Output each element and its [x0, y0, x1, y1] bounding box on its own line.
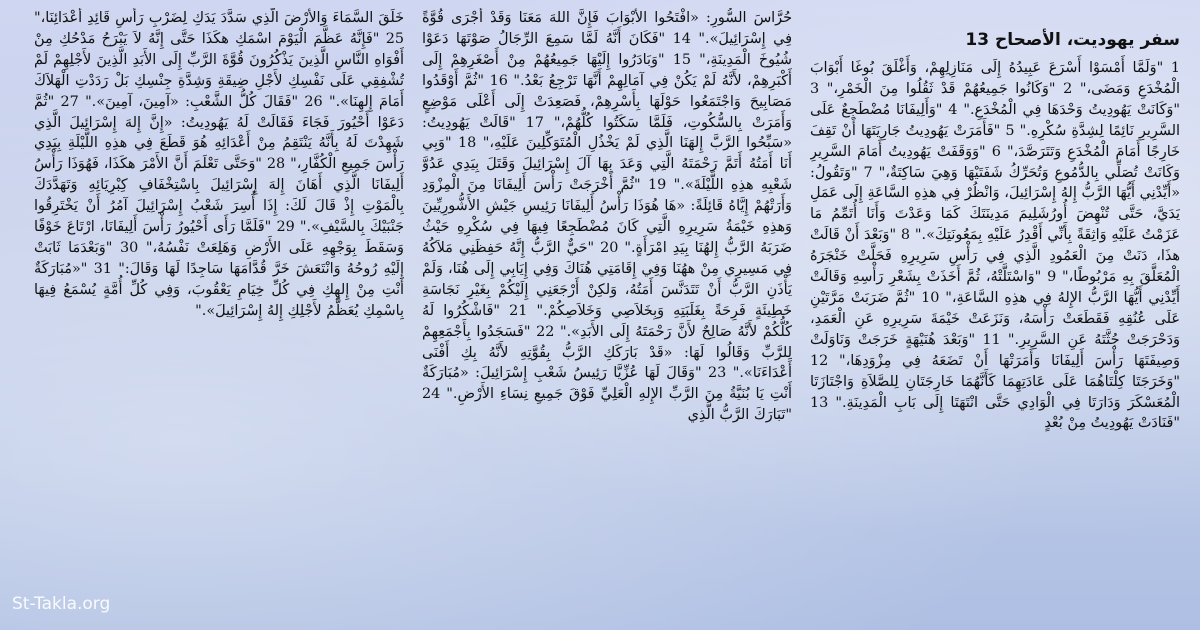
column-middle	[422, 8, 792, 620]
chapter-title: سفر يهوديت، الأصحاح 13	[965, 30, 1180, 50]
column-left	[34, 8, 404, 620]
text-columns	[26, 8, 1180, 620]
site-watermark: St-Takla.org	[12, 594, 111, 614]
column-text-2: حُرَّاسَ السُّورِ: «افْتَحُوا الأَبْوَابَ فَإِنَّ اللهَ مَعَنَا وَقَدْ أَجْرَى قُوَّةً فِي إِسْرَائِيلَ»." 14 "فَكَانَ أَنَّهُ لَمَّا سَمِعَ الرِّجَالُ صَوْتَهَا دَعَوْا شُيُوخَ الْمَدِينَةِ،" 15 "وَبَادَرُوا إِلَيْهَا جَمِيعُهُمْ مِنْ أَصْغَرِهِمْ إِلَى أَكْبَرِهِمْ، لأَنَّهُ لَمْ يَكُنْ فِي آمَالِهِمْ أَنَّهَا تَرْجِعُ بَعْدُ." 16 "ثُمَّ أَوْقَدُوا مَصَابِيحَ وَاجْتَمَعُوا حَوْلَهَا بِأَسْرِهِمْ، فَصَعِدَتْ إِلَى أَعْلَى مَوْضِعٍ وَأَمَرَتْ بِالسُّكُوتِ، فَلَمَّا سَكَتُوا كُلُّهُمْ،" 17 "قَالَتْ يَهُودِيتُ: «سَبِّحُوا الرَّبَّ إِلهَنَا الَّذِي لَمْ يَخْذُلِ الْمُتَوَكِّلِينَ عَلَيْهِ،" 18 "وَبِي أَنَا أَمَتُهُ أَتَمَّ رَحْمَتَهُ الَّتِي وَعَدَ بِهَا آلَ إِسْرَائِيلَ وَقَتَلَ بِيَدِي عَدُوَّ شَعْبِهِ هذِهِ اللَّيْلَةَ»." 19 "ثُمَّ أَخْرَجَتْ رَأْسَ أَلِيفَانَا مِنَ الْمِزْوَدِ وَأَرَتْهُمْ إِيَّاهُ قَائِلَةً: «هَا هُوَذَا رَأْسُ أَلِيفَانَا رَئِيسِ جَيْشِ الأَشُّورِيِّينَ وَهذِهِ خَيْمَةُ سَرِيرِهِ الَّتِي كَانَ مُضْطَجِعًا فِيهَا فِي سُكْرِهِ حَيْثُ ضَرَبَهُ الرَّبُّ إِلهُنَا بِيَدِ امْرَأَةٍ." 20 "حَيٌّ الرَّبُّ إِنَّهُ حَفِظَنِي مَلاَكُهُ فِي مَسِيرِي مِنْ ههُنَا وَفِي إِقَامَتِي هُنَاكَ وَفِي إِيَابِي إِلَى هُنَا، وَلَمْ يَأْذَنِ الرَّبُّ أَنْ تَتَدَنَّسَ أَمَتُهُ، وَلكِنْ أَرْجَعَنِي إِلَيْكُمْ بِغَيْرِ نَجَاسَةِ خَطِيئَةٍ فَرِحَةً بِغَلَبَتِهِ وَبِخَلاَصِي وَخَلاَصِكُمْ." 21 "فَاشْكُرُوا لَهُ كُلُّكُمْ لأَنَّهُ صَالِحٌ لأَنَّ رَحْمَتَهُ إِلَى الأَبَدِ»." 22 "فَسَجَدُوا بِأَجْمَعِهِمْ لِلرَّبِّ وَقَالُوا لَهَا: «قَدْ بَارَكَكِ الرَّبُّ بِقُوَّتِهِ لأَنَّهُ بِكِ أَفْنَى أَعْدَاءَنَا»." 23 "وَقَالَ لَهَا عُزِّيَّا رَئِيسُ شَعْبِ إِسْرَائِيلَ: «مُبَارَكَةٌ أَنْتِ يَا بُنَيَّةُ مِنَ الرَّبِّ الإِلهِ الْعَلِيِّ فَوْقَ جَمِيعِ نِسَاءِ الأَرْضِ." 24 "تَبَارَكَ الرَّبُّ الَّذِي	[422, 10, 792, 424]
column-text-1: 1 "وَلَمَّا أَمْسَوْا أَسْرَعَ عَبِيدُهُ إِلَى مَنَازِلِهِمْ، وَأَغْلَقَ بُوغَا أَبْوَابَ الْمُخْدَعِ وَمَضَى،" 2 "وَكَانُوا جَمِيعُهُمْ قَدْ ثَقُلُوا مِنَ الْخَمْرِ،" 3 "وَكَانَتْ يَهُودِيتُ وَحْدَهَا فِي الْمُخْدَعِ." 4 "وَأَلِيفَانَا مُضْطَجِعٌ عَلَى السَّرِيرِ نَائِمًا لِشِدَّةِ سُكْرِهِ." 5 "فَأَمَرَتْ يَهُودِيتُ جَارِيَتَهَا أَنْ تَقِفَ خَارِجًا أَمَامَ الْمُخْدَعِ وَتَتَرَصَّدَ،" 6 "وَوَقَفَتْ يَهُودِيتُ أَمَامَ السَّرِيرِ وَكَانَتْ تُصَلِّي بِالدُّمُوعِ وَتُحَرِّكُ شَفَتَيْهَا وَهِيَ سَاكِتَةٌ،" 7 "وَتَقُولُ: «أَيِّدْنِي أَيُّهَا الرَّبُّ إِلهُ إِسْرَائِيلَ، وَانْظُرْ فِي هذِهِ السَّاعَةِ إِلَى عَمَلِ يَدَيَّ، حَتَّى تُنْهِضَ أُورُشَلِيمَ مَدِينَتَكَ كَمَا وَعَدْتَ وَأَنَا أُتَمِّمُ مَا عَزَمْتُ عَلَيْهِ وَاثِقَةً بِأَنِّي أَقْدِرُ عَلَيْهِ بِمَعُونَتِكَ»." 8 "وَبَعْدَ أَنْ قَالَتْ هذَا، دَنَتْ مِنَ الْعَمُودِ الَّذِي فِي رَأْسِ سَرِيرِهِ فَحَلَّتْ خَنْجَرَهُ الْمُعَلَّقَ بِهِ مَرْبُوطًا،" 9 "وَاسْتَلَّتْهُ، ثُمَّ أَخَذَتْ بِشَعْرِ رَأْسِهِ وَقَالَتْ أَيِّدْنِي أَيُّهَا الرَّبُّ الإِلهُ فِي هذِهِ السَّاعَةِ،" 10 "ثُمَّ ضَرَبَتْ مَرَّتَيْنِ عَلَى عُنُقِهِ فَقَطَعَتْ رَأْسَهُ، وَنَزَعَتْ خَيْمَةَ سَرِيرِهِ عَنِ الْعَمَدِ، وَدَحْرَجَتْ جُثَّتَهُ عَنِ السَّرِيرِ." 11 "وَبَعْدَ هُنَيْهَةٍ خَرَجَتْ وَنَاوَلَتْ وَصِيفَتَهَا رَأْسَ أَلِيفَانَا وَأَمَرَتْهَا أَنْ تَضَعَهُ فِي مِزْوَدِهَا،" 12 "وَخَرَجَتَا كِلْتَاهُمَا عَلَى عَادَتِهِمَا كَأَنَّهُمَا خَارِجَتَانِ لِلصَّلاَةِ وَاجْتَازَتَا الْمُعَسْكَرَ وَدَارَتَا فِي الْوَادِي حَتَّى انْتَهَتَا إِلَى بَابِ الْمَدِينَةِ." 13 "فَنَادَتْ يَهُودِيتُ مِنْ بُعْدٍ	[810, 60, 1180, 432]
column-text-3: خَلَقَ السَّمَاءَ وَالأَرْضَ الَّذِي سَدَّدَ يَدَكِ لِضَرْبِ رَأْسِ قَائِدِ أَعْدَائِنَا،" 25 "فَإِنَّهُ عَظَّمَ الْيَوْمَ اسْمَكِ هكَذَا حَتَّى إِنَّهُ لاَ يَبْرَحُ مَدْحُكِ مِنْ أَفْوَاهِ النَّاسِ الَّذِينَ يَذْكُرُونَ قُوَّةَ الرَّبِّ إِلَى الأَبَدِ الَّذِينَ لأَجْلِهِمْ لَمْ تُشْفِقِي عَلَى نَفْسِكِ لأَجْلِ ضِيقَةِ وَشِدَّةِ جِنْسِكِ بَلْ رَدَدْتِ الْهَلاَكَ أَمَامَ إِلهِنَا»." 26 "فَقَالَ كُلُّ الشَّعْبِ: «آمِينَ، آمِينَ»." 27 "ثُمَّ دَعَوْا أَحْيُورَ فَجَاءَ فَقَالَتْ لَهُ يَهُودِيتُ: «إِنَّ إِلهَ إِسْرَائِيلَ الَّذِي شَهِدْتَ لَهُ بِأَنَّهُ يَنْتَقِمُ مِنْ أَعْدَائِهِ هُوَ قَطَعَ فِي هذِهِ اللَّيْلَةِ بِيَدِي رَأْسَ جَمِيعِ الْكُفَّارِ،" 28 "وَحَتَّى تَعْلَمَ أَنَّ الأَمْرَ هكَذَا، فَهُوَذَا رَأْسُ أَلِيفَانَا الَّذِي أَهَانَ إِلهَ إِسْرَائِيلَ بِاسْتِخْفَافِ كِبْرِيَائِهِ وَتَهَدَّدَكَ بِالْمَوْتِ إِذْ قَالَ لَكَ: إِذَا أُسِرَ شَعْبُ إِسْرَائِيلَ آمُرُ أَنْ يَخْتَرِقُوا جَنْبَيْكَ بِالسَّيْفِ»." 29 "فَلَمَّا رَأَى أَحْيُورُ رَأْسَ أَلِيفَانَا، ارْتَاعَ خَوْفًا وَسَقَطَ بِوَجْهِهِ عَلَى الأَرْضِ وَهَلِعَتْ نَفْسُهُ،" 30 "وَبَعْدَمَا ثَابَتْ إِلَيْهِ رُوحُهُ وَانْتَعَشَ خَرَّ قُدَّامَهَا سَاجِدًا لَهَا وَقَالَ:" 31 "«مُبَارَكَةٌ أَنْتِ مِنْ إِلهِكِ فِي كُلِّ خِيَامِ يَعْقُوبَ، وَفِي كُلِّ أُمَّةٍ يُسْمَعُ فِيهَا بِاسْمِكِ يُعَظَّمُ لأَجْلِكِ إِلهُ إِسْرَائِيلَ»."	[34, 10, 404, 319]
column-right	[810, 8, 1180, 620]
